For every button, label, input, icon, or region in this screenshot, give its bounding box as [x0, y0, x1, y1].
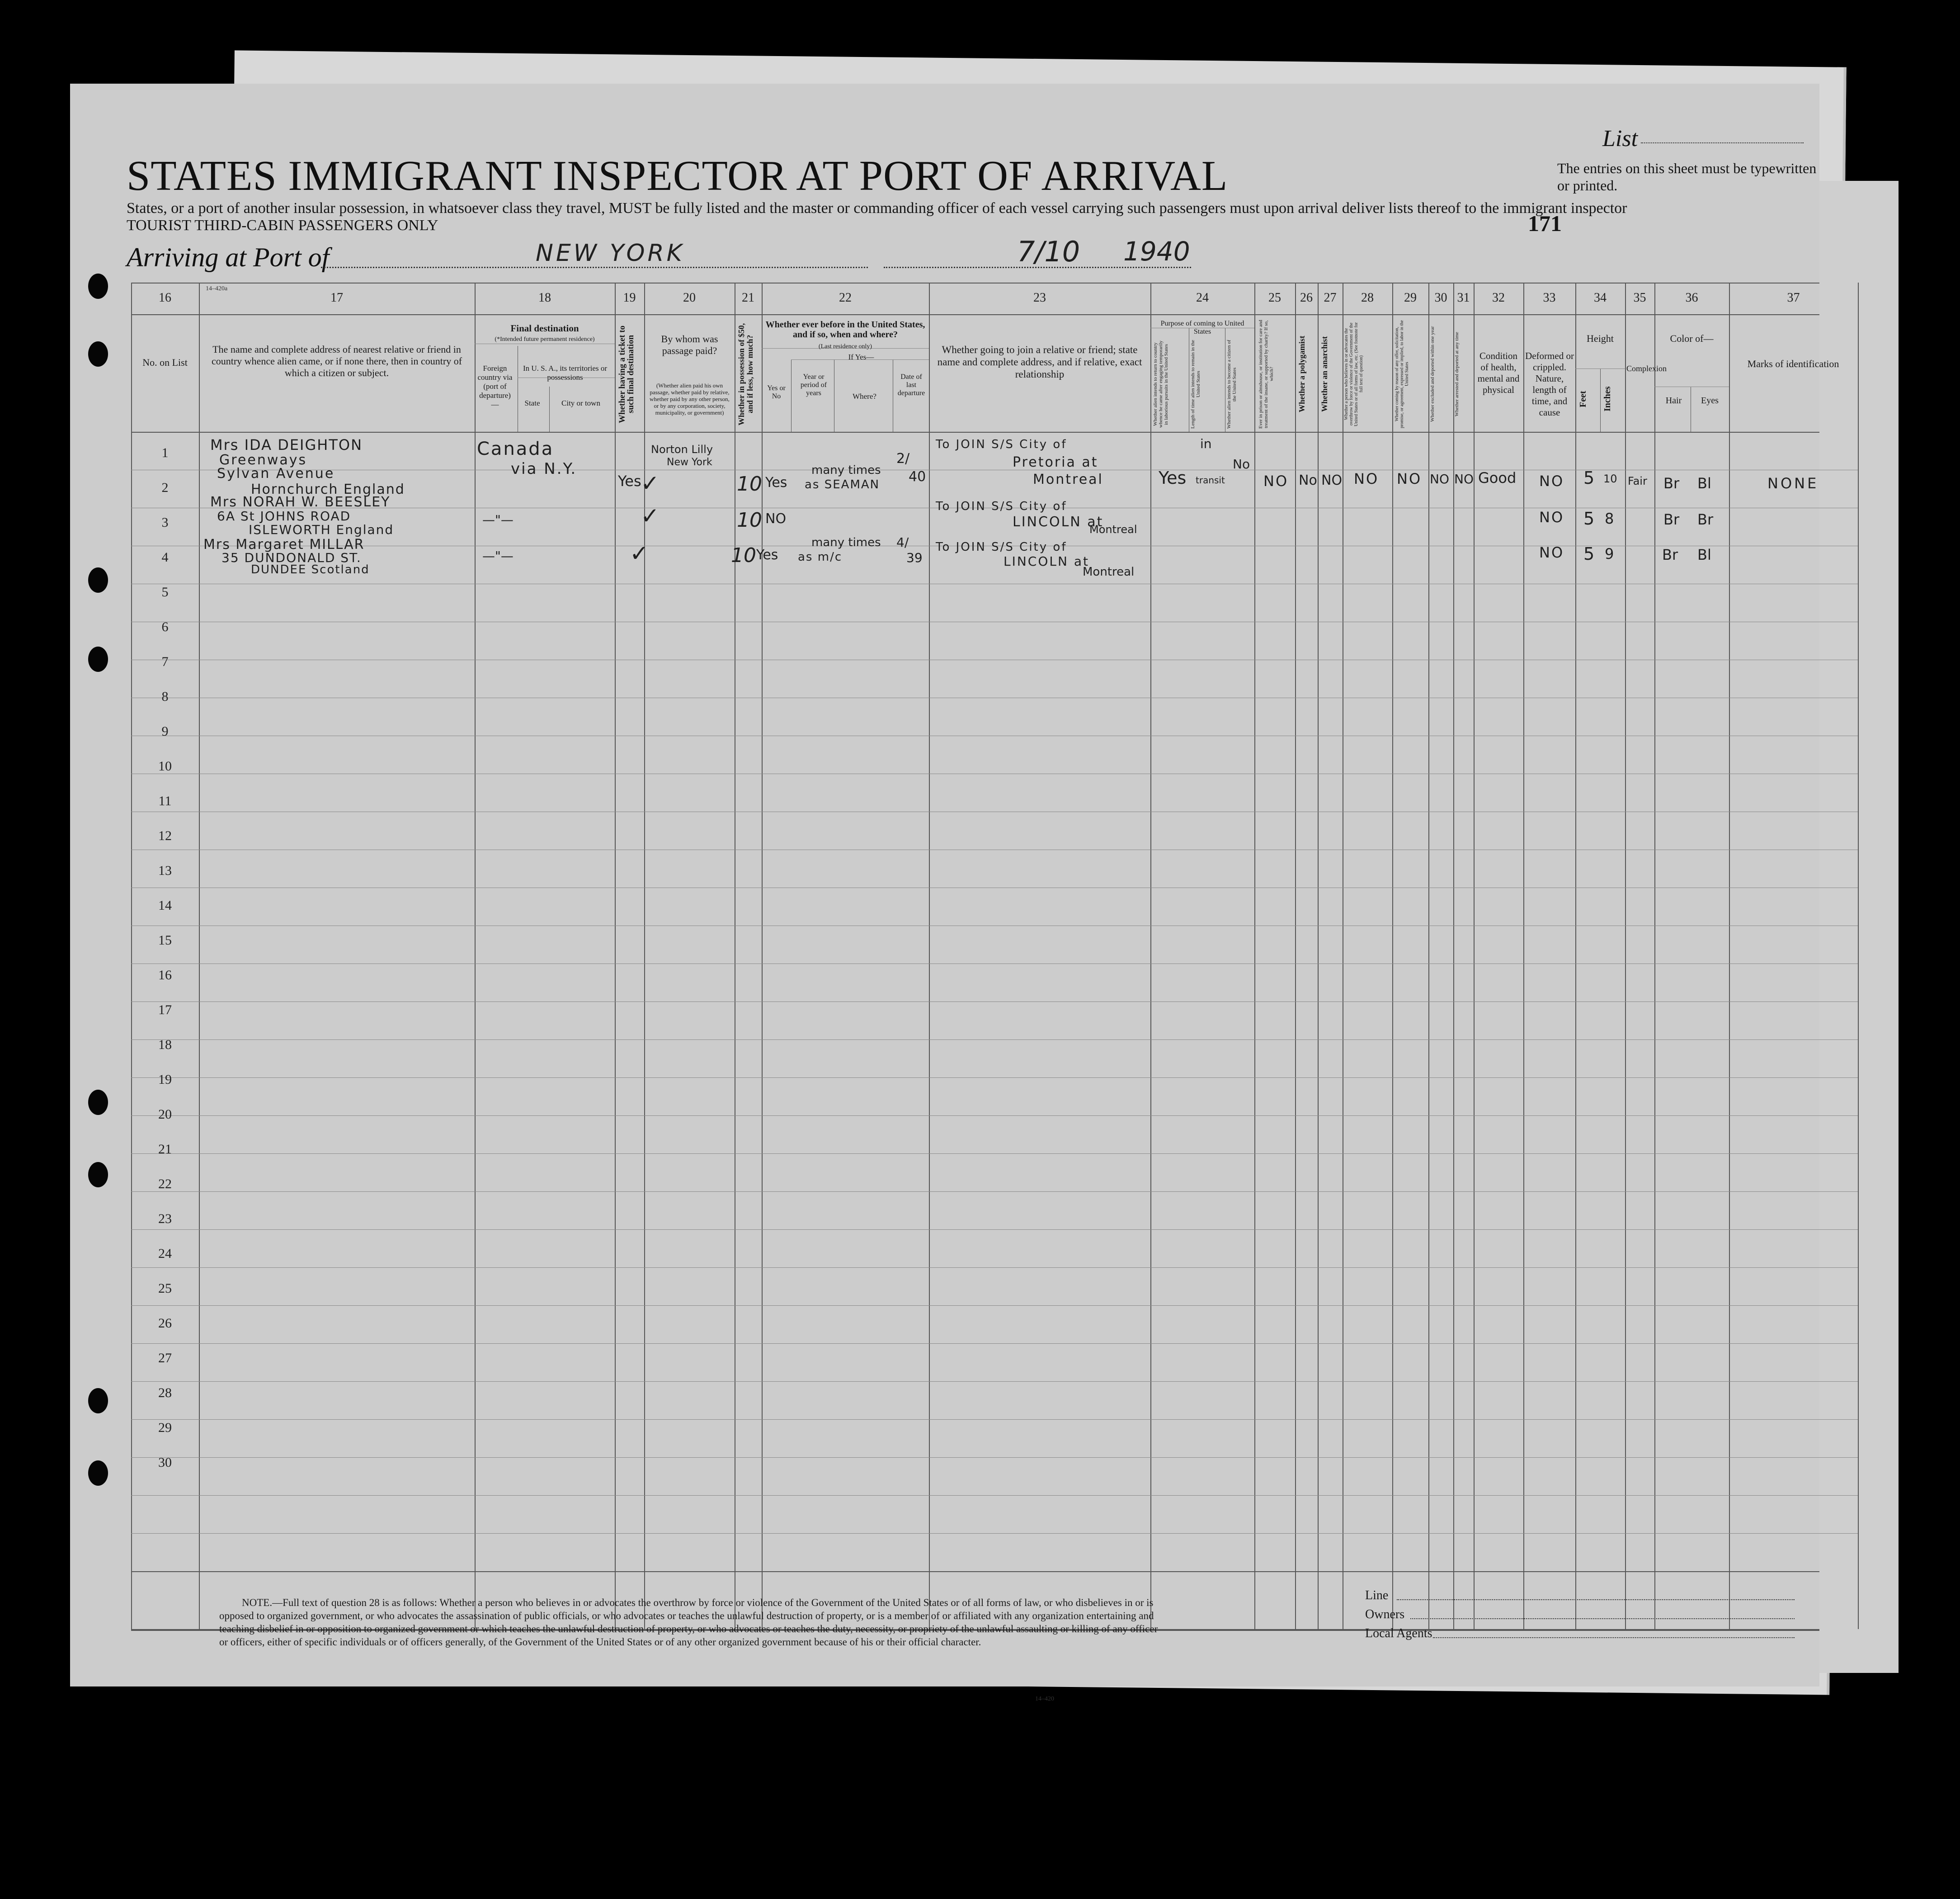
header-purpose-return: Whether alien intends to return to country whence he came after engaging temporarily in laborious pursuits in the United States — [1153, 340, 1169, 428]
header-if-yes: If Yes— — [848, 353, 874, 361]
entry-relative-address: 6A St JOHNS ROAD — [217, 509, 351, 524]
column-rule — [1729, 283, 1730, 1629]
row-rule — [131, 1457, 1858, 1458]
row-number: 7 — [161, 654, 169, 669]
row-number: 27 — [158, 1351, 172, 1365]
column-rule — [1318, 283, 1319, 1629]
header-ever-in-us-note: (Last residence only) — [818, 343, 872, 350]
sheet-number: 171 — [1528, 211, 1562, 236]
entry-relative-address: DUNDEE Scotland — [251, 563, 370, 576]
passenger-class-note: TOURIST THIRD-CABIN PASSENGERS ONLY — [127, 217, 438, 234]
row-number: 15 — [158, 933, 172, 948]
row-number: 11 — [158, 794, 172, 808]
row-number: 3 — [161, 515, 169, 530]
row-rule — [131, 1495, 1858, 1496]
row-number: 25 — [158, 1281, 172, 1296]
entry-relative-name: Mrs IDA DEIGHTON — [210, 436, 363, 453]
year-value: 1940 — [1123, 236, 1190, 267]
header-final-destination-note: (*Intended future permanent residence) — [495, 336, 595, 343]
column-number: 29 — [1404, 291, 1417, 305]
header-foreign-country: Foreign country via (port of departure)— — [477, 364, 513, 409]
column-number: 18 — [538, 291, 551, 305]
row-number: 8 — [161, 689, 169, 704]
sub-column-rule — [791, 359, 792, 432]
column-number: 19 — [623, 291, 636, 305]
column-rule — [1254, 283, 1255, 1629]
entry-join: Montreal — [1089, 523, 1137, 536]
column-number: 21 — [742, 291, 754, 305]
sub-column-rule — [1600, 368, 1601, 432]
row-rule — [131, 1001, 1858, 1002]
sub-column-rule — [549, 387, 550, 432]
entry-paid-by: New York — [667, 457, 712, 468]
row-rule — [131, 1305, 1858, 1306]
entry-complexion: Fair — [1628, 475, 1647, 487]
row-number: 9 — [161, 724, 169, 739]
row-number: 30 — [158, 1455, 172, 1470]
header-bottom-border — [131, 432, 1819, 433]
header-excluded: Whether excluded and deported within one year — [1430, 326, 1435, 422]
header-last-departure: Date of last departure — [897, 373, 925, 397]
form-number-top: 14–420a — [206, 285, 228, 292]
entry-join: Montreal — [1083, 565, 1135, 579]
entry-ditto: —"— — [482, 512, 514, 527]
row-number: 6 — [161, 619, 169, 634]
entry-years: as m/c — [798, 550, 843, 564]
row-rule — [131, 1153, 1858, 1154]
entry-purpose-length: transit — [1196, 475, 1225, 486]
column-number: 26 — [1300, 291, 1313, 305]
column-number: 35 — [1633, 291, 1646, 305]
date-value: 7/10 — [1017, 235, 1080, 268]
row-number: 12 — [158, 828, 172, 843]
checkmark-icon: ✓ — [630, 540, 649, 567]
column-number: 25 — [1268, 291, 1281, 305]
binder-hole — [88, 1162, 108, 1187]
row-number: 1 — [161, 445, 169, 460]
entry-eyes: Bl — [1697, 546, 1711, 563]
header-prison: Ever in prison or almshouse, or institution for care and treatment of the insane, or supported by charity? If so, which? — [1258, 320, 1274, 429]
header-passage-paid: By whom was passage paid? — [661, 333, 718, 356]
row-number: 21 — [158, 1142, 172, 1157]
column-rule — [1858, 283, 1859, 1629]
header-ever-in-us: Whether ever before in the United States, and if so, when and where? — [765, 320, 925, 340]
row-number: 14 — [158, 898, 172, 913]
entry-relative-address: ISLEWORTH England — [249, 522, 394, 537]
header-passage-paid-note: (Whether alien paid his own passage, whether paid by relative, whether paid by any other person, or by any corporation, society, municipality, or government) — [650, 382, 730, 416]
row-rule — [131, 1419, 1858, 1420]
column-number: 37 — [1787, 291, 1800, 305]
column-rule — [1625, 283, 1626, 1629]
binder-hole — [88, 274, 108, 299]
binder-hole — [88, 567, 108, 593]
binder-hole — [88, 341, 108, 367]
entry-inches: 9 — [1605, 545, 1614, 562]
row-rule — [131, 1077, 1858, 1078]
entry-money: 10 — [737, 472, 762, 496]
entry-before-in-us: Yes — [756, 547, 778, 563]
header-feet: Feet — [1578, 391, 1588, 407]
owners-label: Owners — [1365, 1607, 1405, 1621]
local-agents-field — [1433, 1637, 1795, 1638]
header-where: Where? — [853, 392, 876, 401]
row-rule — [131, 1381, 1858, 1382]
row-number: 16 — [158, 968, 172, 983]
header-polygamist: Whether a polygamist — [1297, 335, 1306, 413]
row-number: 2 — [161, 480, 169, 495]
header-yes-or-no: Yes or No — [767, 384, 786, 400]
header-color-of: Color of— — [1670, 333, 1714, 344]
entry-before-in-us: NO — [765, 511, 787, 527]
entry-foreign-country: Canada — [477, 439, 554, 459]
header-purpose-citizen: Whether alien intends to become a citizen of the United States — [1226, 340, 1237, 429]
row-number: 22 — [158, 1176, 172, 1191]
column-rule — [929, 283, 930, 1629]
row-number: 5 — [161, 585, 169, 600]
entry-ticket: Yes — [618, 472, 641, 490]
entry-relative-address: Greenways — [219, 452, 307, 468]
entry-polygamist: No — [1299, 472, 1317, 488]
entry-deformed: NO — [1539, 509, 1564, 526]
row-rule — [131, 1229, 1858, 1230]
footnote: NOTE.—Full text of question 28 is as follows: Whether a person who believes in or advocates the overthrow by force or violence of the Government of the United States or of all forms of law, or who disbelieves in or is opposed to organized government, or who advocates the assassination of public officials, or who advocates or teaches the unlawful destruction of property, or is a member of or affiliated with any organization entertaining and teaching disbelief in or opposition to organized government or which teaches the unlawful destruction of property, or who advocates or teaches the duty, necessity, or propriety of the unlawful assaulting or killing of any officer or officers, either of specific individuals or of officers generally, of the Government of the United States or of any other organized government because of his or their official character. — [219, 1597, 1158, 1648]
manifest-sheet — [70, 84, 1839, 1702]
entry-relative-name: Mrs Margaret MILLAR — [203, 537, 365, 553]
column-rule — [475, 283, 476, 1629]
entry-eyes: Br — [1697, 511, 1714, 528]
row-number: 18 — [158, 1037, 172, 1052]
row-number: 24 — [158, 1246, 172, 1261]
entry-years: many times — [811, 536, 881, 549]
column-rule — [1295, 283, 1296, 1629]
column-number: 23 — [1033, 291, 1046, 305]
line-field — [1397, 1599, 1795, 1600]
row-rule — [131, 1267, 1858, 1268]
row-number: 29 — [158, 1420, 172, 1435]
entry-join: To JOIN S/S City of — [936, 500, 1067, 513]
entry-hair: Br — [1663, 475, 1680, 492]
local-agents-label: Local Agents — [1365, 1626, 1432, 1640]
column-number: 36 — [1685, 291, 1698, 305]
entry-last-departure: 40 — [909, 469, 926, 485]
header-ticket: Whether having a ticket to such final destination — [617, 325, 636, 423]
port-value: NEW YORK — [536, 240, 685, 267]
entry-labor-offer: NO — [1397, 470, 1422, 487]
row-number: 28 — [158, 1385, 172, 1400]
binder-hole — [88, 1460, 108, 1486]
entry-join: LINCOLN at — [1004, 554, 1089, 569]
header-inches: Inches — [1602, 386, 1612, 412]
checkmark-icon: ✓ — [641, 503, 660, 529]
header-deported: Whether arrested and deported at any time — [1454, 332, 1460, 416]
form-number-bottom: 14–420 — [1035, 1696, 1054, 1702]
column-number: 24 — [1196, 291, 1209, 305]
row-number: 10 — [158, 759, 172, 774]
header-purpose: Purpose of coming to United States — [1160, 320, 1244, 335]
column-number: 32 — [1492, 291, 1505, 305]
entry-ditto: —"— — [482, 548, 514, 563]
row-rule — [131, 1115, 1858, 1116]
entry-deported: NO — [1454, 472, 1474, 487]
sub-header-rule — [1575, 368, 1625, 369]
form-bottom-border — [131, 1571, 1819, 1572]
column-number-divider — [131, 314, 1819, 315]
header-complexion: Complexion — [1626, 364, 1667, 373]
entry-join: Montreal — [1033, 472, 1103, 487]
column-number: 28 — [1361, 291, 1374, 305]
entry-feet: 5 — [1583, 509, 1595, 529]
entry-health: Good — [1478, 469, 1517, 487]
document-subtitle: States, or a port of another insular possession, in whatsoever class they travel, MUST be fully listed and the master or commanding officer of each vessel carrying such passengers must upon arrival deliver lists thereof to the immigrant inspector — [127, 200, 1627, 217]
entry-money: 10 — [731, 544, 756, 567]
header-state: State — [524, 399, 540, 407]
row-rule — [131, 1343, 1858, 1344]
header-nearest-relative: The name and complete address of nearest relative or friend in country whence alien came, or if none there, then in country of which a citizen or subject. — [211, 344, 462, 378]
entry-before-in-us: Yes — [765, 475, 787, 491]
entry-prison: NO — [1263, 472, 1289, 490]
column-rule — [1523, 283, 1524, 1629]
entry-join: LINCOLN at — [1013, 514, 1104, 530]
entry-purpose-length: in — [1200, 436, 1212, 451]
column-rule — [1392, 283, 1393, 1629]
row-number: 20 — [158, 1107, 172, 1122]
arriving-at-port-label: Arriving at Port of — [127, 242, 330, 272]
entry-join: Pretoria at — [1013, 454, 1098, 470]
column-rule — [1428, 283, 1429, 1629]
column-rule — [131, 283, 132, 1629]
header-health: Condition of health, mental and physical — [1477, 350, 1520, 395]
entry-last-departure: 2/ — [896, 451, 910, 467]
header-city-or-town: City or town — [561, 399, 600, 407]
entry-purpose-citizen: No — [1233, 457, 1250, 472]
column-number: 16 — [159, 291, 171, 305]
row-number: 26 — [158, 1316, 172, 1331]
entry-hair: Br — [1662, 546, 1678, 563]
owners-field — [1410, 1618, 1795, 1619]
header-years: Year or period of years — [800, 373, 827, 397]
entry-inches: 10 — [1603, 472, 1617, 485]
row-number: 19 — [158, 1072, 172, 1087]
header-marks: Marks of identification — [1747, 358, 1839, 369]
list-number-line — [1641, 142, 1804, 143]
entry-last-departure: 39 — [906, 550, 923, 565]
entry-relative-address: 35 DUNDONALD ST. — [221, 550, 362, 565]
entry-inches: 8 — [1605, 510, 1614, 527]
entry-feet: 5 — [1583, 468, 1595, 488]
entry-deformed: NO — [1539, 544, 1564, 561]
entry-via-port: via N.Y. — [511, 460, 577, 478]
entry-last-departure: 4/ — [896, 535, 909, 550]
entry-eyes: Bl — [1697, 475, 1711, 492]
entry-anarchist: NO — [1321, 472, 1343, 488]
entry-join: To JOIN S/S City of — [936, 540, 1067, 554]
document-title: STATES IMMIGRANT INSPECTOR AT PORT OF ARRIVAL — [127, 152, 1228, 199]
column-number: 31 — [1457, 291, 1470, 305]
entry-relative-address: Hornchurch England — [251, 482, 405, 497]
row-number: 17 — [158, 1002, 172, 1017]
column-number: 34 — [1594, 291, 1607, 305]
header-in-usa: In U. S. A., its territories or possessions — [523, 364, 608, 382]
typewritten-note: The entries on this sheet must be typewritten or printed. — [1557, 160, 1817, 194]
column-number: 27 — [1324, 291, 1337, 305]
entry-join: To JOIN S/S City of — [936, 438, 1067, 451]
entry-relative-address: Sylvan Avenue — [217, 466, 335, 482]
column-number: 17 — [330, 291, 343, 305]
row-number: 23 — [158, 1211, 172, 1226]
entry-years: as SEAMAN — [805, 478, 880, 491]
header-hair: Hair — [1665, 396, 1682, 406]
entry-feet: 5 — [1583, 544, 1595, 564]
column-rule — [1150, 283, 1151, 1629]
port-line — [321, 267, 868, 268]
line-label: Line — [1365, 1588, 1389, 1602]
header-money: Whether in possession of $50, and if less, how much? — [737, 323, 754, 425]
binder-hole — [88, 1090, 108, 1115]
header-eyes: Eyes — [1701, 396, 1719, 406]
header-overthrow: Whether a person who believes in or advocates the overthrow by force or violence of the Government of the United States or of all forms of law, etc. (See footnote for full text of question) — [1344, 322, 1364, 426]
list-label: List — [1602, 126, 1638, 151]
entry-relative-name: Mrs NORAH W. BEESLEY — [210, 494, 391, 510]
binder-hole — [88, 647, 108, 672]
entry-money: 10 — [737, 509, 762, 532]
column-rule — [1575, 283, 1576, 1629]
header-height: Height — [1587, 333, 1614, 344]
header-labor-offer: Whether coming by reason of any offer, solicitation, promise, or agreement, expressed or implied, to labor in the United States — [1395, 320, 1409, 428]
entry-hair: Br — [1663, 511, 1680, 528]
entry-purpose-return: Yes — [1159, 468, 1187, 488]
checkmark-icon: ✓ — [641, 470, 660, 496]
row-number: 4 — [161, 550, 169, 565]
header-deformed: Deformed or crippled. Nature, length of time, and cause — [1525, 350, 1574, 418]
column-number: 20 — [683, 291, 696, 305]
row-rule — [131, 1191, 1858, 1192]
row-rule — [131, 1533, 1858, 1534]
header-going-to-join: Whether going to join a relative or friend; state name and complete address, and if relative, exact relationship — [937, 344, 1142, 380]
entry-years: many times — [811, 463, 881, 477]
header-anarchist: Whether an anarchist — [1320, 336, 1329, 412]
column-number: 33 — [1543, 291, 1556, 305]
header-final-destination: Final destination — [510, 323, 579, 334]
row-number: 13 — [158, 863, 172, 878]
column-number: 22 — [839, 291, 852, 305]
column-rule — [199, 283, 200, 1629]
column-number: 30 — [1434, 291, 1447, 305]
column-rule — [615, 283, 616, 1629]
entry-marks: NONE — [1767, 475, 1819, 492]
header-purpose-length: Length of time alien intends to remain in the United States — [1190, 340, 1201, 429]
entry-paid-by: Norton Lilly — [651, 443, 713, 456]
column-rule — [1654, 283, 1655, 1629]
entry-excluded: NO — [1430, 472, 1449, 487]
header-no-on-list: No. on List — [142, 357, 188, 368]
row-rule — [131, 1039, 1858, 1040]
entry-overthrow: NO — [1354, 470, 1379, 487]
binder-hole — [88, 1388, 108, 1413]
column-rule — [1474, 283, 1475, 1629]
entry-deformed: NO — [1539, 472, 1564, 490]
